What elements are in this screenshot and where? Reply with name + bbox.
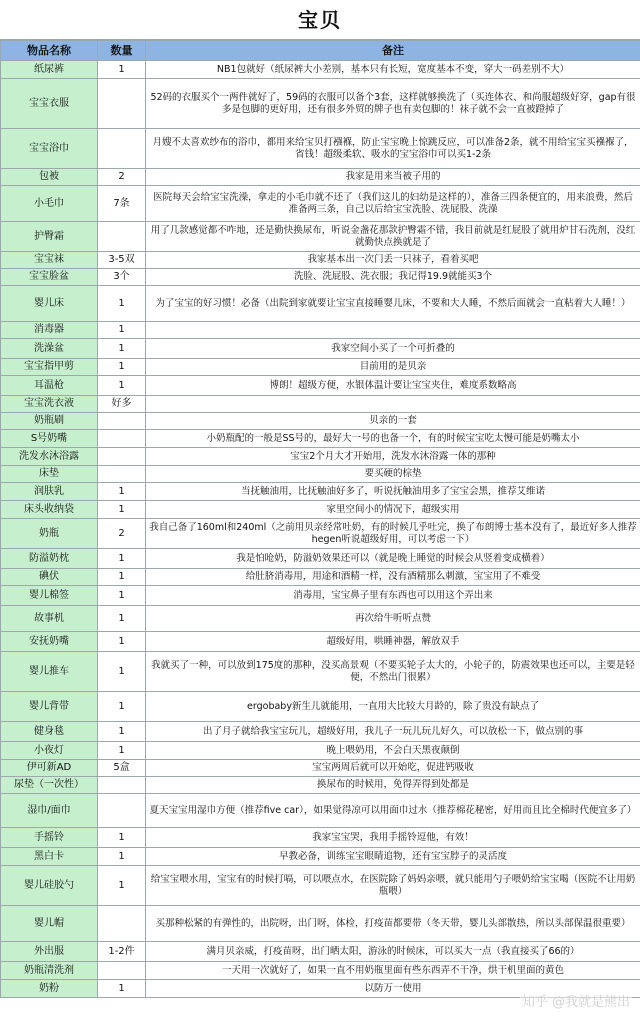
item-note-cell: 夏天宝宝用湿巾方便（推荐five car），如果觉得凉可以用面巾过水（推荐棉花秘密，好用而且比全棉时代便宜多了） [146, 794, 640, 828]
item-name-cell: 宝宝袜 [1, 252, 98, 269]
item-qty-cell: 1 [98, 722, 146, 742]
table-row [1, 269, 640, 286]
item-note-cell: 一天用一次就好了，如果一直不用奶瓶里面有些东西弄不干净，烘干机里面的黄色 [146, 962, 640, 980]
item-qty-cell [98, 777, 146, 794]
item-note-cell: 满月贝亲威，打疫苗呀，出门晒太阳，游泳的时候床，可以买大一点（我直接买了66的） [146, 942, 640, 962]
item-note-cell: 我家空间小买了一个可折叠的 [146, 339, 640, 359]
item-qty-cell [98, 906, 146, 942]
item-note-cell: 为了宝宝的好习惯！必备（出院到家就要让宝宝直接睡婴儿床，不要和大人睡，不然后面就会一直粘着大人睡！） [146, 286, 640, 322]
item-name-cell: 床头收纳袋 [1, 501, 98, 519]
header-name: 物品名称 [1, 41, 98, 61]
item-note-cell: 洗脸、洗屁股、洗衣服；我记得19.9就能买3个 [146, 269, 640, 286]
table-row [1, 466, 640, 483]
item-name-cell: 床垫 [1, 466, 98, 483]
table-row [1, 848, 640, 866]
table-row [1, 129, 640, 169]
item-note-cell: 消毒用，宝宝鼻子里有东西也可以用这个弄出来 [146, 586, 640, 606]
item-qty-cell [98, 794, 146, 828]
item-note-cell: 宝宝两周后就可以开始吃，促进钙吸收 [146, 760, 640, 777]
table-row [1, 962, 640, 980]
item-name-cell: 尿垫（一次性） [1, 777, 98, 794]
item-note-cell: 超级好用，哄睡神器，解放双手 [146, 632, 640, 652]
item-qty-cell: 1 [98, 359, 146, 376]
item-name-cell: 奶瓶刷 [1, 413, 98, 430]
item-name-cell: 护臀霜 [1, 222, 98, 252]
item-name-cell: 润肤乳 [1, 483, 98, 501]
item-qty-cell [98, 430, 146, 448]
item-note-cell: 出了月子就给我宝宝玩儿，超级好用，我儿子一玩儿玩儿好久，可以放松一下，做点别的事 [146, 722, 640, 742]
item-name-cell: 奶瓶清洗剂 [1, 962, 98, 980]
item-qty-cell: 5盒 [98, 760, 146, 777]
item-note-cell: 我就买了一种，可以放到175度的那种，没买高景观（不要买轮子太大的，小轮子的，防震效果也还可以，主要是轻便，不然出门很累） [146, 652, 640, 692]
item-name-cell: 碘伏 [1, 569, 98, 586]
item-name-cell: 宝宝浴巾 [1, 129, 98, 169]
item-qty-cell: 1 [98, 742, 146, 760]
table-row [1, 828, 640, 848]
item-qty-cell: 7条 [98, 186, 146, 222]
table-row [1, 376, 640, 396]
item-name-cell: 故事机 [1, 606, 98, 632]
item-note-cell: 52码的衣服买个一两件就好了，59码的衣服可以备个3套，这样就够换洗了（买连体衣、和尚服超级好穿，gap有很多是包脚的更好用，还有很多外贸的牌子也有卖包脚的！袜子就不会一直被蹬掉了 [146, 79, 640, 129]
item-qty-cell: 2 [98, 169, 146, 186]
item-qty-cell [98, 448, 146, 466]
item-qty-cell: 1 [98, 866, 146, 906]
item-name-cell: 安抚奶嘴 [1, 632, 98, 652]
item-qty-cell: 1 [98, 980, 146, 998]
item-name-cell: 宝宝指甲剪 [1, 359, 98, 376]
table-row [1, 742, 640, 760]
item-qty-cell: 1 [98, 692, 146, 722]
item-name-cell: 洗发水沐浴露 [1, 448, 98, 466]
item-qty-cell: 1 [98, 322, 146, 339]
item-name-cell: 消毒器 [1, 322, 98, 339]
item-qty-cell [98, 79, 146, 129]
table-row [1, 186, 640, 222]
table-row [1, 252, 640, 269]
item-qty-cell: 1 [98, 632, 146, 652]
item-qty-cell: 1 [98, 549, 146, 569]
item-name-cell: 黑白卡 [1, 848, 98, 866]
watermark: 知乎 @我就是熊出 [520, 991, 632, 1010]
item-note-cell: 换尿布的时候用，免得弄得到处都是 [146, 777, 640, 794]
item-qty-cell: 1-2件 [98, 942, 146, 962]
item-note-cell: 以防万一使用 [146, 980, 640, 998]
item-qty-cell: 3-5双 [98, 252, 146, 269]
item-note-cell: 月嫂不太喜欢纱布的浴巾，都用来给宝贝打襁褓，防止宝宝晚上惊跳反应，可以准备2条，就不用给宝宝买襁褓了，省钱！超级柔软、吸水的宝宝浴巾可以买1-2条 [146, 129, 640, 169]
item-note-cell: 我家基本出一次门丢一只袜子，看着买吧 [146, 252, 640, 269]
item-qty-cell: 1 [98, 61, 146, 79]
table-row [1, 777, 640, 794]
item-note-cell: 我自己备了160ml和240ml（之前用贝亲经常吐奶，有的时候几乎吐完，换了布朗博士基本没有了，最近好多人推荐hegen听说超级好用，可以考虑一下） [146, 519, 640, 549]
item-qty-cell: 1 [98, 828, 146, 848]
table-row [1, 430, 640, 448]
item-qty-cell: 好多 [98, 396, 146, 413]
item-name-cell: 婴儿背带 [1, 692, 98, 722]
table-row [1, 519, 640, 549]
item-name-cell: 伊可新AD [1, 760, 98, 777]
item-name-cell: 纸尿裤 [1, 61, 98, 79]
item-name-cell: 小夜灯 [1, 742, 98, 760]
item-name-cell: 手摇铃 [1, 828, 98, 848]
item-name-cell: 湿巾/面巾 [1, 794, 98, 828]
item-note-cell: 博朗！超级方便，水银体温计要让宝宝夹住，难度系数略高 [146, 376, 640, 396]
item-name-cell: 婴儿棉签 [1, 586, 98, 606]
item-name-cell: 宝宝衣服 [1, 79, 98, 129]
item-qty-cell: 1 [98, 501, 146, 519]
item-name-cell: 婴儿推车 [1, 652, 98, 692]
table-row [1, 692, 640, 722]
item-qty-cell: 1 [98, 286, 146, 322]
table-row [1, 169, 640, 186]
item-note-cell: 贝亲的一套 [146, 413, 640, 430]
item-qty-cell: 1 [98, 848, 146, 866]
item-note-cell: 用了几款感觉都不咋地，还是勤快换尿布，听说金盏花那款护臀霜不错，我目前就是红屁股了就用炉甘石洗剂，没红就勤快点换就是了 [146, 222, 640, 252]
table-row [1, 286, 640, 322]
item-note-cell: 给肚脐消毒用，用途和酒精一样，没有酒精那么刺激，宝宝用了不难受 [146, 569, 640, 586]
item-name-cell: 包被 [1, 169, 98, 186]
item-qty-cell [98, 466, 146, 483]
item-name-cell: 耳温枪 [1, 376, 98, 396]
table-row [1, 652, 640, 692]
table-row [1, 794, 640, 828]
item-name-cell: 奶粉 [1, 980, 98, 998]
item-qty-cell: 1 [98, 606, 146, 632]
item-qty-cell: 2 [98, 519, 146, 549]
table-row [1, 632, 640, 652]
item-note-cell: 要买硬的棕垫 [146, 466, 640, 483]
item-note-cell: 买那种松紧的有弹性的，出院呀，出门呀，体检，打疫苗都要带（冬天带，婴儿头部散热，所以头部保温很重要） [146, 906, 640, 942]
table-row [1, 980, 640, 998]
item-qty-cell: 1 [98, 652, 146, 692]
table-row [1, 549, 640, 569]
item-qty-cell: 1 [98, 586, 146, 606]
item-note-cell: 目前用的是贝亲 [146, 359, 640, 376]
item-qty-cell: 1 [98, 483, 146, 501]
table-row [1, 906, 640, 942]
item-note-cell: 给宝宝喂水用，宝宝有的时候打嗝，可以喂点水，在医院除了妈妈亲喂，就只能用勺子喂奶给宝宝喝（医院不让用奶瓶喂） [146, 866, 640, 906]
table-row [1, 359, 640, 376]
table-row [1, 322, 640, 339]
item-note-cell: NB1包就好（纸尿裤大小差别，基本只有长短，宽度基本不变，穿大一码差别不大） [146, 61, 640, 79]
item-qty-cell [98, 222, 146, 252]
item-note-cell: 当抚触油用，比抚触油好多了，听说抚触油用多了宝宝会黑，推荐艾维诺 [146, 483, 640, 501]
item-note-cell: 家里空间小的情况下，超级实用 [146, 501, 640, 519]
item-qty-cell [98, 962, 146, 980]
table-row [1, 866, 640, 906]
items-table [0, 40, 640, 998]
sheet-title: 宝贝 [0, 0, 640, 40]
item-name-cell: 外出服 [1, 942, 98, 962]
table-row [1, 722, 640, 742]
table-row [1, 61, 640, 79]
item-name-cell: 婴儿床 [1, 286, 98, 322]
table-row [1, 396, 640, 413]
item-note-cell: 我是怕呛奶，防溢奶效果还可以（就是晚上睡觉的时候会从竖着变成横着） [146, 549, 640, 569]
item-qty-cell [98, 413, 146, 430]
table-row [1, 448, 640, 466]
item-note-cell: ergobaby新生儿就能用，一直用大比较大月龄的，除了贵没有缺点了 [146, 692, 640, 722]
item-qty-cell: 1 [98, 339, 146, 359]
item-name-cell: 健身毯 [1, 722, 98, 742]
table-row [1, 79, 640, 129]
table-row [1, 339, 640, 359]
table-row [1, 222, 640, 252]
item-note-cell: 小奶瓶配的一般是SS号的，最好大一号的也备一个，有的时候宝宝吃太慢可能是奶嘴太小 [146, 430, 640, 448]
item-note-cell [146, 322, 640, 339]
item-qty-cell: 3个 [98, 269, 146, 286]
item-note-cell: 再次给牛听听点赞 [146, 606, 640, 632]
item-qty-cell: 1 [98, 569, 146, 586]
table-row [1, 942, 640, 962]
table-row [1, 413, 640, 430]
header-note: 备注 [146, 41, 640, 61]
item-name-cell: 婴儿硅胶勺 [1, 866, 98, 906]
table-row [1, 760, 640, 777]
item-name-cell: 奶瓶 [1, 519, 98, 549]
item-note-cell: 早教必备，训练宝宝眼睛追物，还有宝宝脖子的灵活度 [146, 848, 640, 866]
table-row [1, 569, 640, 586]
table-row [1, 606, 640, 632]
item-name-cell: 防溢奶枕 [1, 549, 98, 569]
item-note-cell [146, 396, 640, 413]
item-name-cell: 洗澡盆 [1, 339, 98, 359]
header-row [1, 41, 640, 61]
table-row [1, 483, 640, 501]
item-note-cell: 我家是用来当被子用的 [146, 169, 640, 186]
item-qty-cell [98, 129, 146, 169]
item-note-cell: 我家宝宝哭，我用手摇铃逗他，有效！ [146, 828, 640, 848]
item-name-cell: 小毛巾 [1, 186, 98, 222]
item-note-cell: 医院每天会给宝宝洗澡，拿走的小毛巾就不还了（我们这儿的妇幼是这样的），准备三四条便宜的，用来浪费，然后准备两三条，自己以后给宝宝洗脸、洗屁股、洗澡 [146, 186, 640, 222]
item-name-cell: 宝宝洗衣液 [1, 396, 98, 413]
table-row [1, 586, 640, 606]
item-qty-cell: 1 [98, 376, 146, 396]
item-name-cell: 宝宝脸盆 [1, 269, 98, 286]
header-qty: 数量 [98, 41, 146, 61]
item-name-cell: S号奶嘴 [1, 430, 98, 448]
item-note-cell: 晚上喂奶用，不会白天黑夜颠倒 [146, 742, 640, 760]
table-row [1, 501, 640, 519]
item-note-cell: 宝宝2个月大才开始用，洗发水沐浴露一体的那种 [146, 448, 640, 466]
item-name-cell: 婴儿帽 [1, 906, 98, 942]
